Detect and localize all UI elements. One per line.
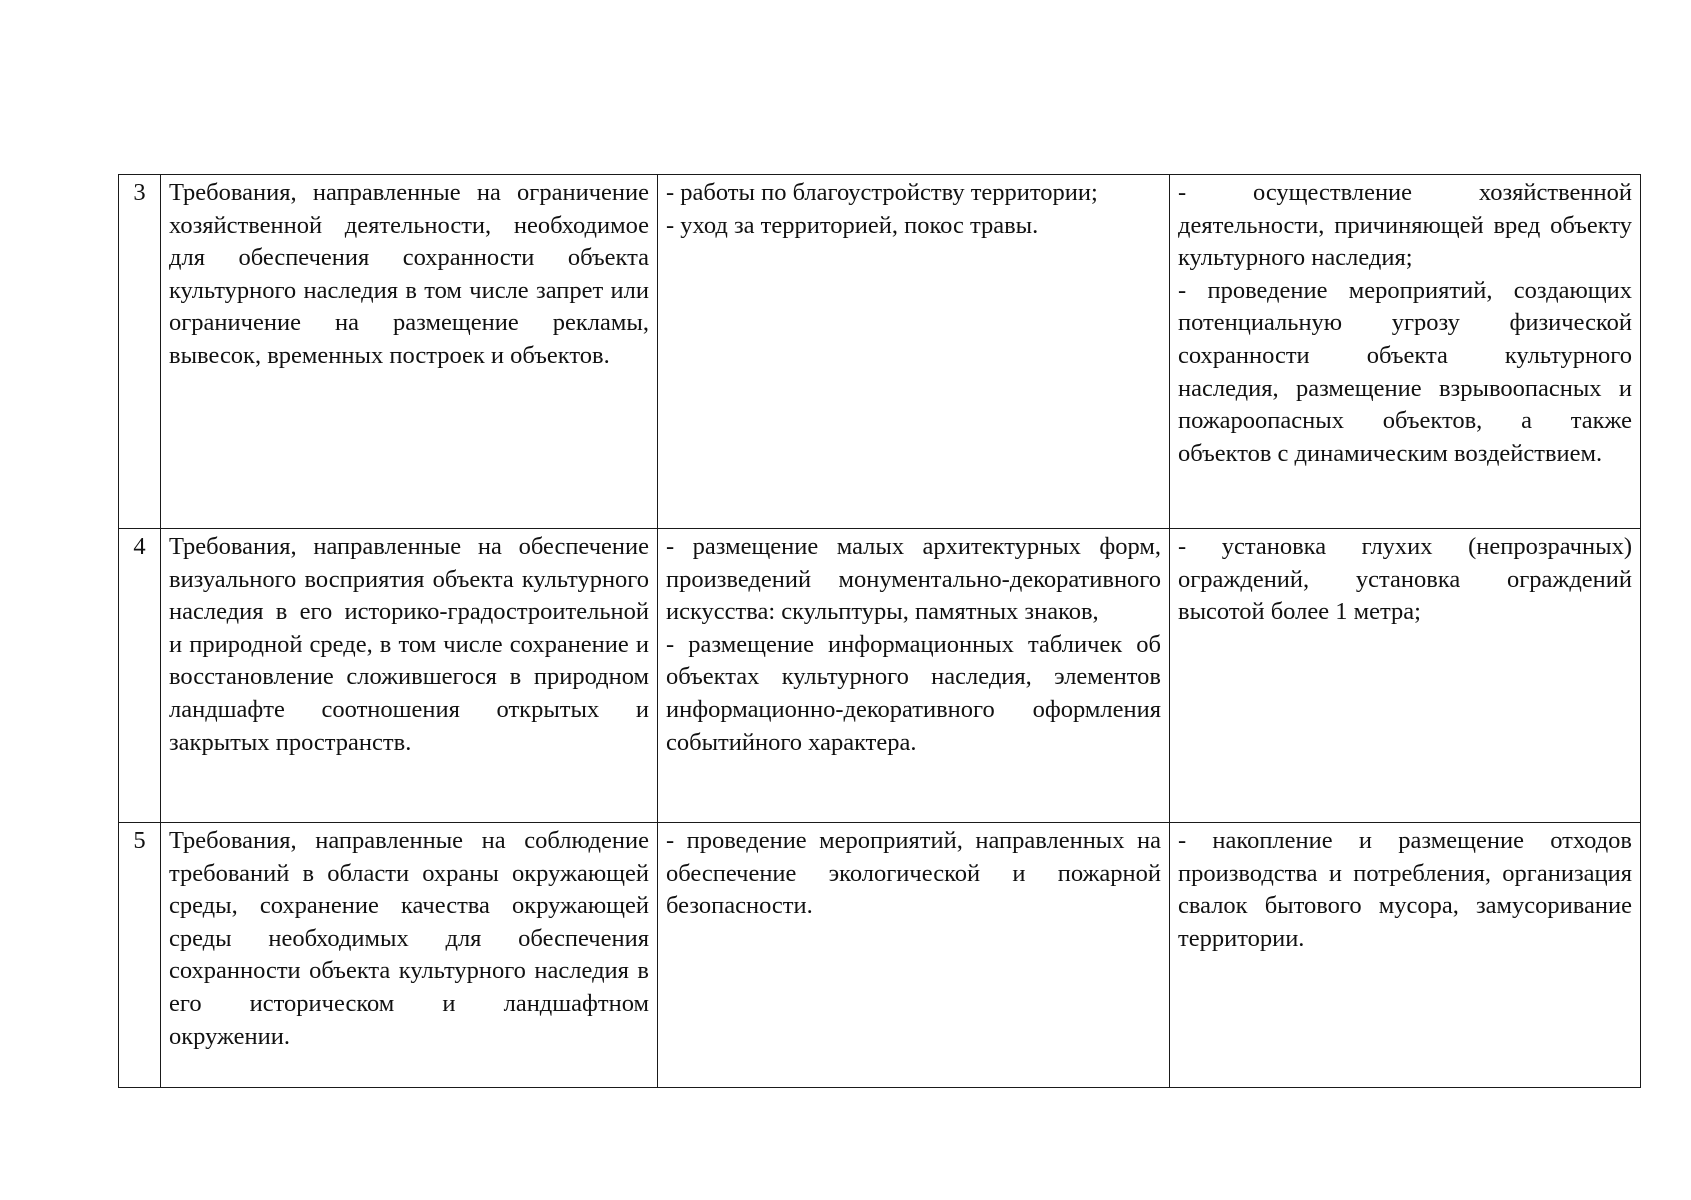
requirements-table (118, 174, 1641, 1088)
requirement-cell: Требования, направленные на обеспечение визуального восприятия объекта культурного наследия в его историко-градостроительной и природной среде, в том числе сохранение и восстановление сложившегося в природном ландшафте соотношения открытых и закрытых пространств. (161, 529, 658, 823)
row-number: 5 (119, 823, 161, 1088)
table-row (119, 823, 1641, 1088)
table-row (119, 529, 1641, 823)
row-number: 3 (119, 175, 161, 529)
requirement-cell: Требования, направленные на соблюдение требований в области охраны окружающей среды, сохранение качества окружающей среды необходимых для обеспечения сохранности объекта культурного наследия в его историческом и ландшафтном окружении. (161, 823, 658, 1088)
forbidden-activities-cell: - осуществление хозяйственной деятельности, причиняющей вред объекту культурного наследия; - проведение мероприятий, создающих потенциальную угрозу физической сохранности объекта культурного наследия, размещение взрывоопасных и пожароопасных объектов, а также объектов с динамическим воздействием. (1170, 175, 1641, 529)
allowed-activities-cell: - проведение мероприятий, направленных на обеспечение экологической и пожарной безопасности. (658, 823, 1170, 1088)
allowed-activities-cell: - размещение малых архитектурных форм, произведений монументально-декоративного искусства: скульптуры, памятных знаков, - размещение информационных табличек об объектах культурного наследия, элементов информационно-декоративного оформления событийного характера. (658, 529, 1170, 823)
table-row (119, 175, 1641, 529)
forbidden-activities-cell: - накопление и размещение отходов производства и потребления, организация свалок бытового мусора, замусоривание территории. (1170, 823, 1641, 1088)
allowed-activities-cell: - работы по благоустройству территории; - уход за территорией, покос травы. (658, 175, 1170, 529)
forbidden-activities-cell: - установка глухих (непрозрачных) ограждений, установка ограждений высотой более 1 метра; (1170, 529, 1641, 823)
row-number: 4 (119, 529, 161, 823)
requirement-cell: Требования, направленные на ограничение хозяйственной деятельности, необходимое для обеспечения сохранности объекта культурного наследия в том числе запрет или ограничение на размещение рекламы, вывесок, временных построек и объектов. (161, 175, 658, 529)
